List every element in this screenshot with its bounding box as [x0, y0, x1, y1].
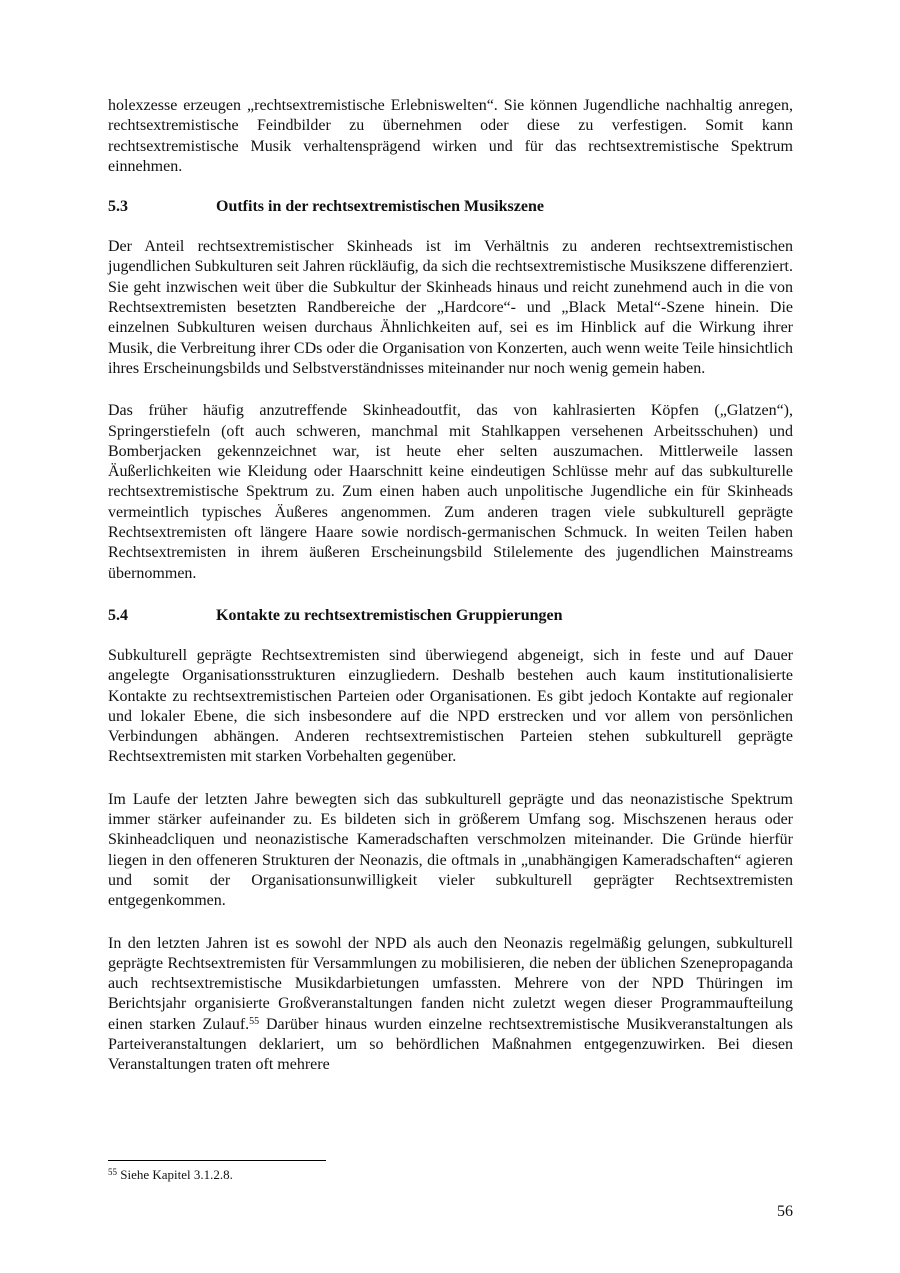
section-title: Outfits in der rechtsextremistischen Musikszene	[216, 198, 544, 216]
paragraph-with-footnote	[108, 934, 793, 1076]
paragraph: Im Laufe der letzten Jahre bewegten sich das subkulturell geprägte und das neonazistische Spektrum immer stärker aufeinander zu. Es bildeten sich in größerem Umfang sog. Mischszenen heraus oder Skinheadcliquen und neonazistische Kameradschaften verschmolzen miteinander. Die Gründe hierfür liegen in den offeneren Strukturen der Neonazis, die oftmals in „unabhängigen Kameradschaften“ agieren und somit der Organisationsunwilligkeit vieler subkulturell geprägter Rechtsextremisten entgegenkommen.	[108, 790, 793, 910]
paragraph: Subkulturell geprägte Rechtsextremisten sind überwiegend abgeneigt, sich in feste und auf Dauer angelegte Organisationsstrukturen einzugliedern. Deshalb bestehen auch kaum institutionalisierte Kontakte zu rechtsextremistischen Parteien oder Organisationen. Es gibt jedoch Kontakte auf regionaler und lokaler Ebene, die sich insbesondere auf die NPD erstrecken und vor allem von persönlichen Verbindungen abhängen. Anderen rechtsextremistischen Parteien stehen subkulturell geprägte Rechtsextremisten mit starken Vorbehalten gegenüber.	[108, 646, 793, 766]
footnote-text: Siehe Kapitel 3.1.2.8.	[117, 1167, 233, 1182]
paragraph-text: Darüber hinaus wurden einzelne rechtsextremistische Musikveranstaltungen als Parteiveranstaltungen deklariert, um so behördlichen Maßnahmen entgegenzuwirken. Bei diesen Veranstaltungen traten oft mehrere	[108, 1015, 793, 1074]
paragraph: Der Anteil rechtsextremistischer Skinheads ist im Verhältnis zu anderen rechtsextremistischen jugendlichen Subkulturen seit Jahren rückläufig, da sich die rechtsextremistische Musikszene differenziert. Sie geht inzwischen weit über die Subkultur der Skinheads hinaus und reicht zunehmend auch in die von Rechtsextremisten besetzten Randbereiche der „Hardcore“- und „Black Metal“-Szene hinein. Die einzelnen Subkulturen weisen durchaus Ähnlichkeiten auf, sei es im Hinblick auf die Wirkung ihrer Musik, die Verbreitung ihrer CDs oder die Organisation von Konzerten, auch wenn weite Teile hinsichtlich ihres Erscheinungsbilds und Selbstverständnisses miteinander nur noch wenig gemein haben.	[108, 238, 793, 377]
section-number: 5.3	[108, 198, 128, 216]
paragraph: Das früher häufig anzutreffende Skinheadoutfit, das von kahlrasierten Köpfen („Glatzen“), Springerstiefeln (oft auch schweren, manchmal mit Stahlkappen versehenen Arbeitsschuhen) und Bomberjacken gekennzeichnet war, ist heute eher selten auszumachen. Mittlerweile lassen Äußerlichkeiten wie Kleidung oder Haarschnitt keine eindeutigen Schlüsse mehr auf das subkulturelle rechtsextremistische Spektrum zu. Zum einen haben auch unpolitische Jugendliche ein für Skinheads vermeintlich typisches Äußeres angenommen. Zum anderen tragen viele subkulturell geprägte Rechtsextremisten oft längere Haare sowie nordisch-germanischen Schmuck. In weiten Teilen haben Rechtsextremisten in ihrem äußeren Erscheinungsbild Stilelemente des jugendlichen Mainstreams übernommen.	[108, 402, 793, 582]
section-number: 5.4	[108, 606, 128, 624]
footnote-marker: 55	[108, 1167, 117, 1177]
page-number: 56	[777, 1203, 793, 1220]
footnote	[108, 1167, 233, 1183]
paragraph-continued: holexzesse erzeugen „rechtsextremistische Erlebniswelten“. Sie können Jugendliche nachhaltig anregen, rechtsextremistische Feindbilder zu übernehmen oder diese zu verfestigen. Somit kann rechtsextremistische Musik verhaltensprägend wirken und für das rechtsextremistische Spektrum einnehmen.	[108, 97, 793, 175]
paragraph-text: In den letzten Jahren ist es sowohl der NPD als auch den Neonazis regelmäßig gelungen, subkulturell geprägte Rechtsextremisten für Versammlungen zu mobilisieren, die neben der üblichen Szenepropaganda auch rechtsextremistische Musikdarbietungen umfassten. Mehrere von der NPD Thüringen im Berichtsjahr organisierte Großveranstaltungen fanden nicht zuletzt wegen dieser Programmaufteilung einen starken Zulauf.	[108, 934, 793, 1033]
section-heading-5-3	[108, 197, 793, 217]
section-title: Kontakte zu rechtsextremistischen Gruppierungen	[216, 606, 563, 624]
footnote-reference[interactable]: 55	[249, 1015, 260, 1027]
section-heading-5-4	[108, 606, 793, 626]
document-page	[108, 96, 793, 1098]
footnote-separator	[108, 1160, 326, 1161]
